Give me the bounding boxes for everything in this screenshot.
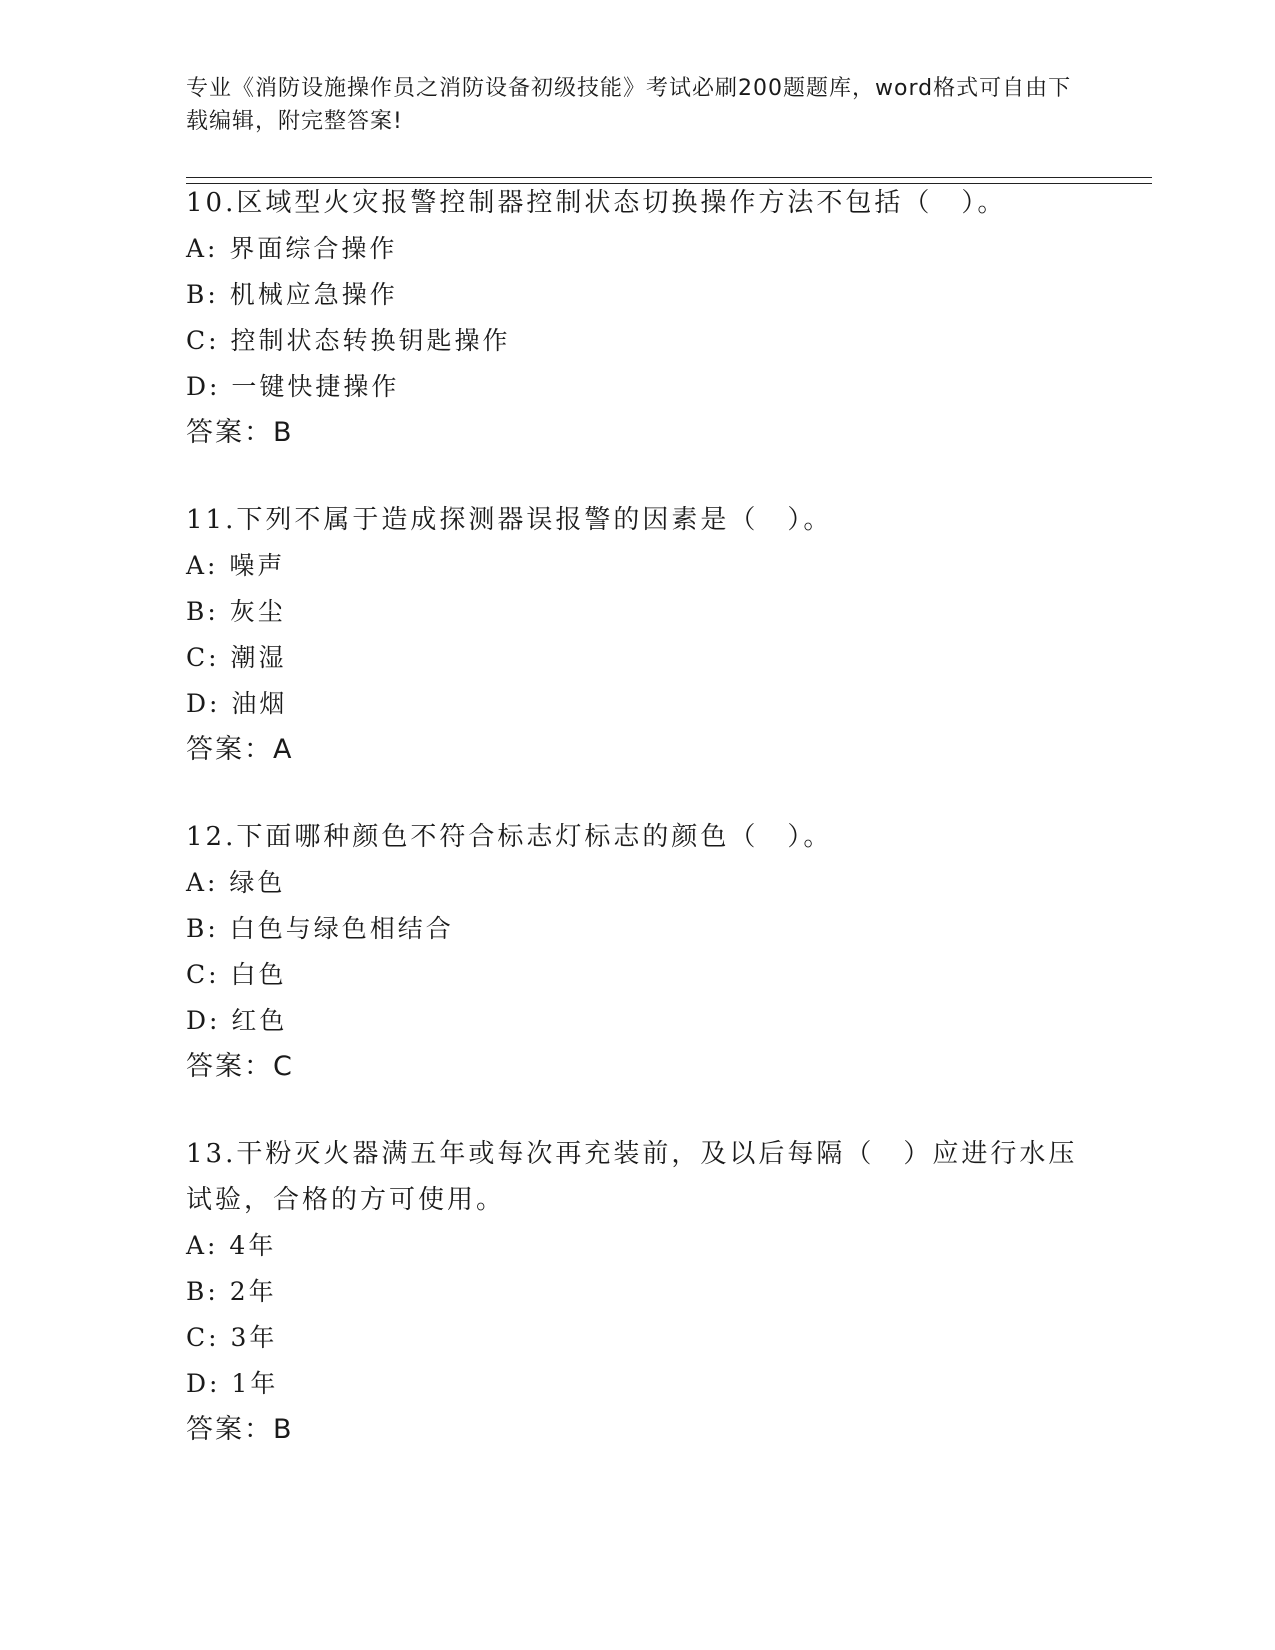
option-d: D: 红色 (186, 1006, 288, 1035)
option-b: B: 机械应急操作 (186, 280, 398, 309)
question-stem: 12.下面哪种颜色不符合标志灯标志的颜色（ ）。 (186, 822, 833, 852)
question-10 (186, 180, 1106, 456)
option-b: B: 白色与绿色相结合 (186, 914, 454, 943)
option-c: C: 白色 (186, 960, 287, 989)
question-11 (186, 497, 1106, 773)
answer-line: 答案：C (186, 1051, 294, 1082)
question-13 (186, 1131, 1106, 1453)
option-a: A: 绿色 (186, 868, 286, 897)
question-stem: 13.干粉灭火器满五年或每次再充装前，及以后每隔（ ）应进行水压试验，合格的方可使用。 (186, 1139, 1078, 1215)
option-c: C: 潮湿 (186, 643, 287, 672)
option-a: A: 界面综合操作 (186, 234, 398, 263)
option-d: D: 一键快捷操作 (186, 372, 400, 401)
question-stem: 11.下列不属于造成探测器误报警的因素是（ ）。 (186, 505, 833, 535)
option-c: C: 控制状态转换钥匙操作 (186, 326, 511, 355)
option-c: C: 3年 (186, 1323, 278, 1352)
document-header: 专业《消防设施操作员之消防设备初级技能》考试必刷200题题库，word格式可自由下载编辑，附完整答案! (186, 76, 1072, 134)
option-b: B: 2年 (186, 1277, 277, 1306)
option-a: A: 噪声 (186, 551, 286, 580)
option-d: D: 1年 (186, 1369, 279, 1398)
option-d: D: 油烟 (186, 689, 288, 718)
option-b: B: 灰尘 (186, 597, 286, 626)
answer-line: 答案：B (186, 417, 294, 448)
question-12 (186, 814, 1106, 1090)
answer-line: 答案：A (186, 734, 294, 765)
answer-line: 答案：B (186, 1414, 294, 1445)
question-stem: 10.区域型火灾报警控制器控制状态切换操作方法不包括（ ）。 (186, 188, 1007, 218)
header-divider-top (186, 177, 1152, 178)
option-a: A: 4年 (186, 1231, 277, 1260)
